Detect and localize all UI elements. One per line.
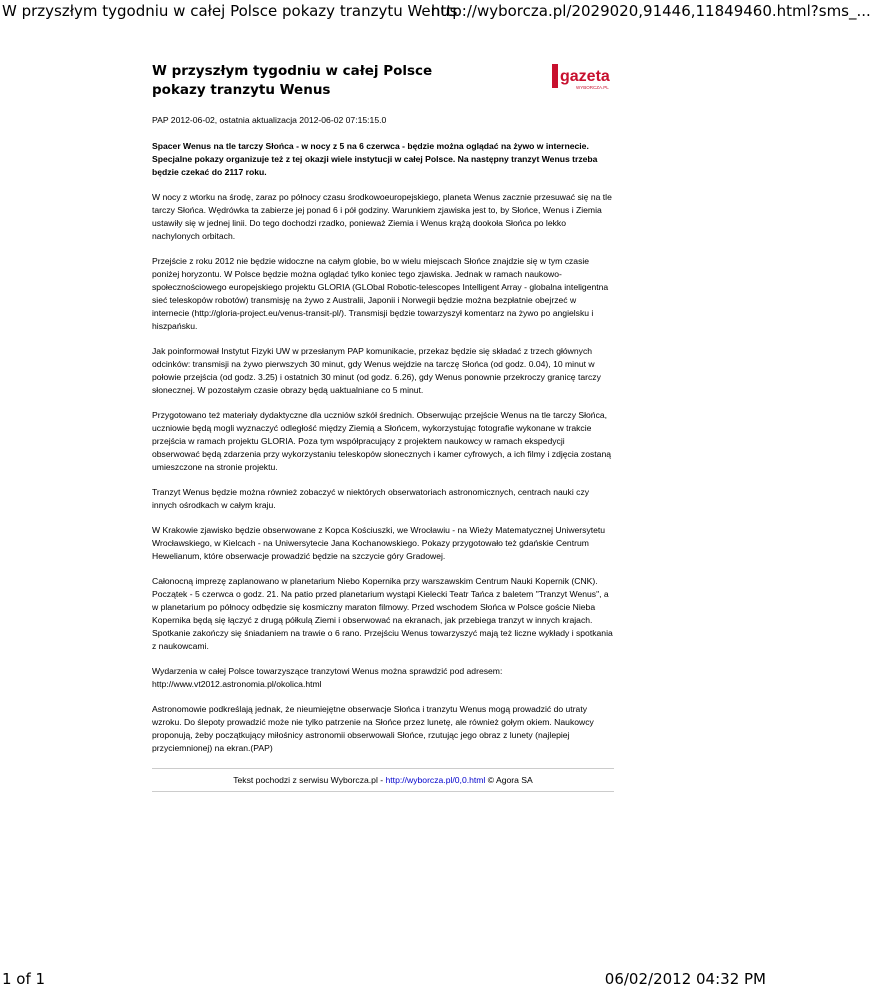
- print-datetime: 06/02/2012 04:32 PM: [604, 970, 766, 988]
- source-credit: [152, 768, 614, 792]
- source-suffix: © Agora SA: [485, 775, 533, 785]
- article-meta: PAP 2012-06-02, ostatnia aktualizacja 2012-06-02 07:15:15.0: [152, 115, 387, 125]
- article-paragraph: Wydarzenia w całej Polsce towarzyszące tranzytowi Wenus można sprawdzić pod adresem: http://www.vt2012.astronomia.pl/okolica.html: [152, 666, 503, 689]
- source-prefix: Tekst pochodzi z serwisu Wyborcza.pl -: [233, 775, 386, 785]
- article-paragraph: W Krakowie zjawisko będzie obserwowane z Kopca Kościuszki, we Wrocławiu - na Wieży Matematycznej Uniwersytetu Wrocławskiego, w Kielcach - na Uniwersytecie Jana Kochanowskiego. Pokazy przygotowało też gdańskie Centrum Hewelianum, które obserwacje prowadzić będzie na szczycie góry Gradowej.: [152, 525, 606, 561]
- article-paragraph: Przygotowano też materiały dydaktyczne dla uczniów szkół średnich. Obserwując przejście Wenus na tle tarczy Słońca, uczniowie będą mogli wyznaczyć odległość między Ziemią a Słońcem, wykorzystując fotografie wykonane w trakcie przejścia w ramach projektu GLORIA. Poza tym współpracujący z projektem naukowcy w ramach ekspedycji obserwować będą zdarzenia przy wykorzystaniu teleskopów słonecznych i kamer cyfrowych, a ich filmy i zdjęcia zostaną umieszczone na stronie projektu.: [152, 410, 612, 472]
- article-lead: Spacer Wenus na tle tarczy Słońca - w nocy z 5 na 6 czerwca - będzie można oglądać na żywo w internecie. Specjalne pokazy organizuje też z tej okazji wiele instytucji w całej Polsce. Na następny tranzyt Wenus trzeba będzie czekać do 2117 roku.: [152, 141, 598, 177]
- print-header: [0, 0, 871, 26]
- source-link[interactable]: http://wyborcza.pl/0,0.html: [385, 775, 486, 785]
- print-header-title: W przyszłym tygodniu w całej Polsce pokazy tranzytu Wenus: [2, 2, 458, 20]
- article-paragraph: Jak poinformował Instytut Fizyki UW w przesłanym PAP komunikacie, przekaz będzie się składać z trzech głównych odcinków: transmisji na żywo pierwszych 30 minut, gdy Wenus wejdzie na tarczę Słońca (od godz. 0.04), 10 minut w połowie przejścia (od godz. 3.25) i ostatnich 30 minut (od godz. 6.26), gdy Wenus ponownie przekroczy granicę tarczy słonecznej. W pozostałym czasie obrazy będą uaktualniane co 5 minut.: [152, 346, 601, 395]
- logo-text: gazeta: [560, 68, 610, 85]
- gazeta-logo: [552, 62, 612, 92]
- article-paragraph: Astronomowie podkreślają jednak, że nieumiejętne obserwacje Słońca i tranzytu Wenus mogą prowadzić do utraty wzroku. Do ślepoty prowadzić może nie tylko patrzenie na Słońce przez lunetę, ale również gołym okiem. Naukowcy proponują, żeby początkujący miłośnicy astronomii obserwowali Słońce, rzutując jego obraz z lunety (najlepiej przyciemnionej) na ekran.(PAP): [152, 704, 594, 753]
- article-paragraph: Całonocną imprezę zaplanowano w planetarium Niebo Kopernika przy warszawskim Centrum Nauki Kopernik (CNK). Początek - 5 czerwca o godz. 21. Na patio przed planetarium wystąpi Kielecki Teatr Tańca z baletem "Tranzyt Wenus", a w planetarium po północy odbędzie się kosmiczny maraton filmowy. Przed wschodem Słońca w Polsce goście Nieba Kopernika będą się łączyć z drugą półkulą Ziemi i obserwować na ekranach, jak przebiega tranzyt w innych krajach. Spotkanie zakończy się śniadaniem na trawie o 6 rano. Przejściu Wenus towarzyszyć mają też liczne wykłady i spotkania z naukowcami.: [152, 576, 613, 651]
- logo-subtext: WYBORCZA.PL: [576, 85, 609, 90]
- article-paragraph: W nocy z wtorku na środę, zaraz po północy czasu środkowoeuropejskiego, planeta Wenus zacznie przesuwać się na tle tarczy Słońca. Wędrówka ta zabierze jej ponad 6 i pół godziny. Warunkiem zjawiska jest to, by Słońce, Wenus i Ziemia ustawiły się w jednej linii. Do tego dochodzi rzadko, ponieważ Ziemia i Wenus krążą dookoła Słońca po lekko nachylonych orbitach.: [152, 192, 612, 241]
- page-number: 1 of 1: [2, 970, 46, 988]
- article-paragraph: Tranzyt Wenus będzie można również zobaczyć w niektórych obserwatoriach astronomicznych, centrach nauki czy innych ośrodkach w całym kraju.: [152, 487, 590, 510]
- article: [152, 62, 614, 792]
- print-footer: [0, 968, 768, 994]
- article-paragraph: Przejście z roku 2012 nie będzie widoczne na całym globie, bo w wielu miejscach Słońce znajdzie się w tym czasie poniżej horyzontu. W Polsce będzie można oglądać tylko koniec tego zjawiska. Jednak w ramach naukowo-społecznościowego europejskiego projektu GLORIA (GLObal Robotic-telescopes Intelligent Array - globalna inteligentna sieć teleskopów robotów) transmisję na żywo z Australii, Japonii i Norwegii będzie można bezpłatnie obejrzeć w internecie (http://gloria-project.eu/venus-transit-pl/). Transmisji będzie towarzyszył komentarz na żywo po angielsku i hiszpańsku.: [152, 256, 609, 331]
- article-title: W przyszłym tygodniu w całej Polsce pokazy tranzytu Wenus: [152, 63, 433, 98]
- print-header-url: http://wyborcza.pl/2029020,91446,11849460.html?sms_...: [431, 2, 871, 20]
